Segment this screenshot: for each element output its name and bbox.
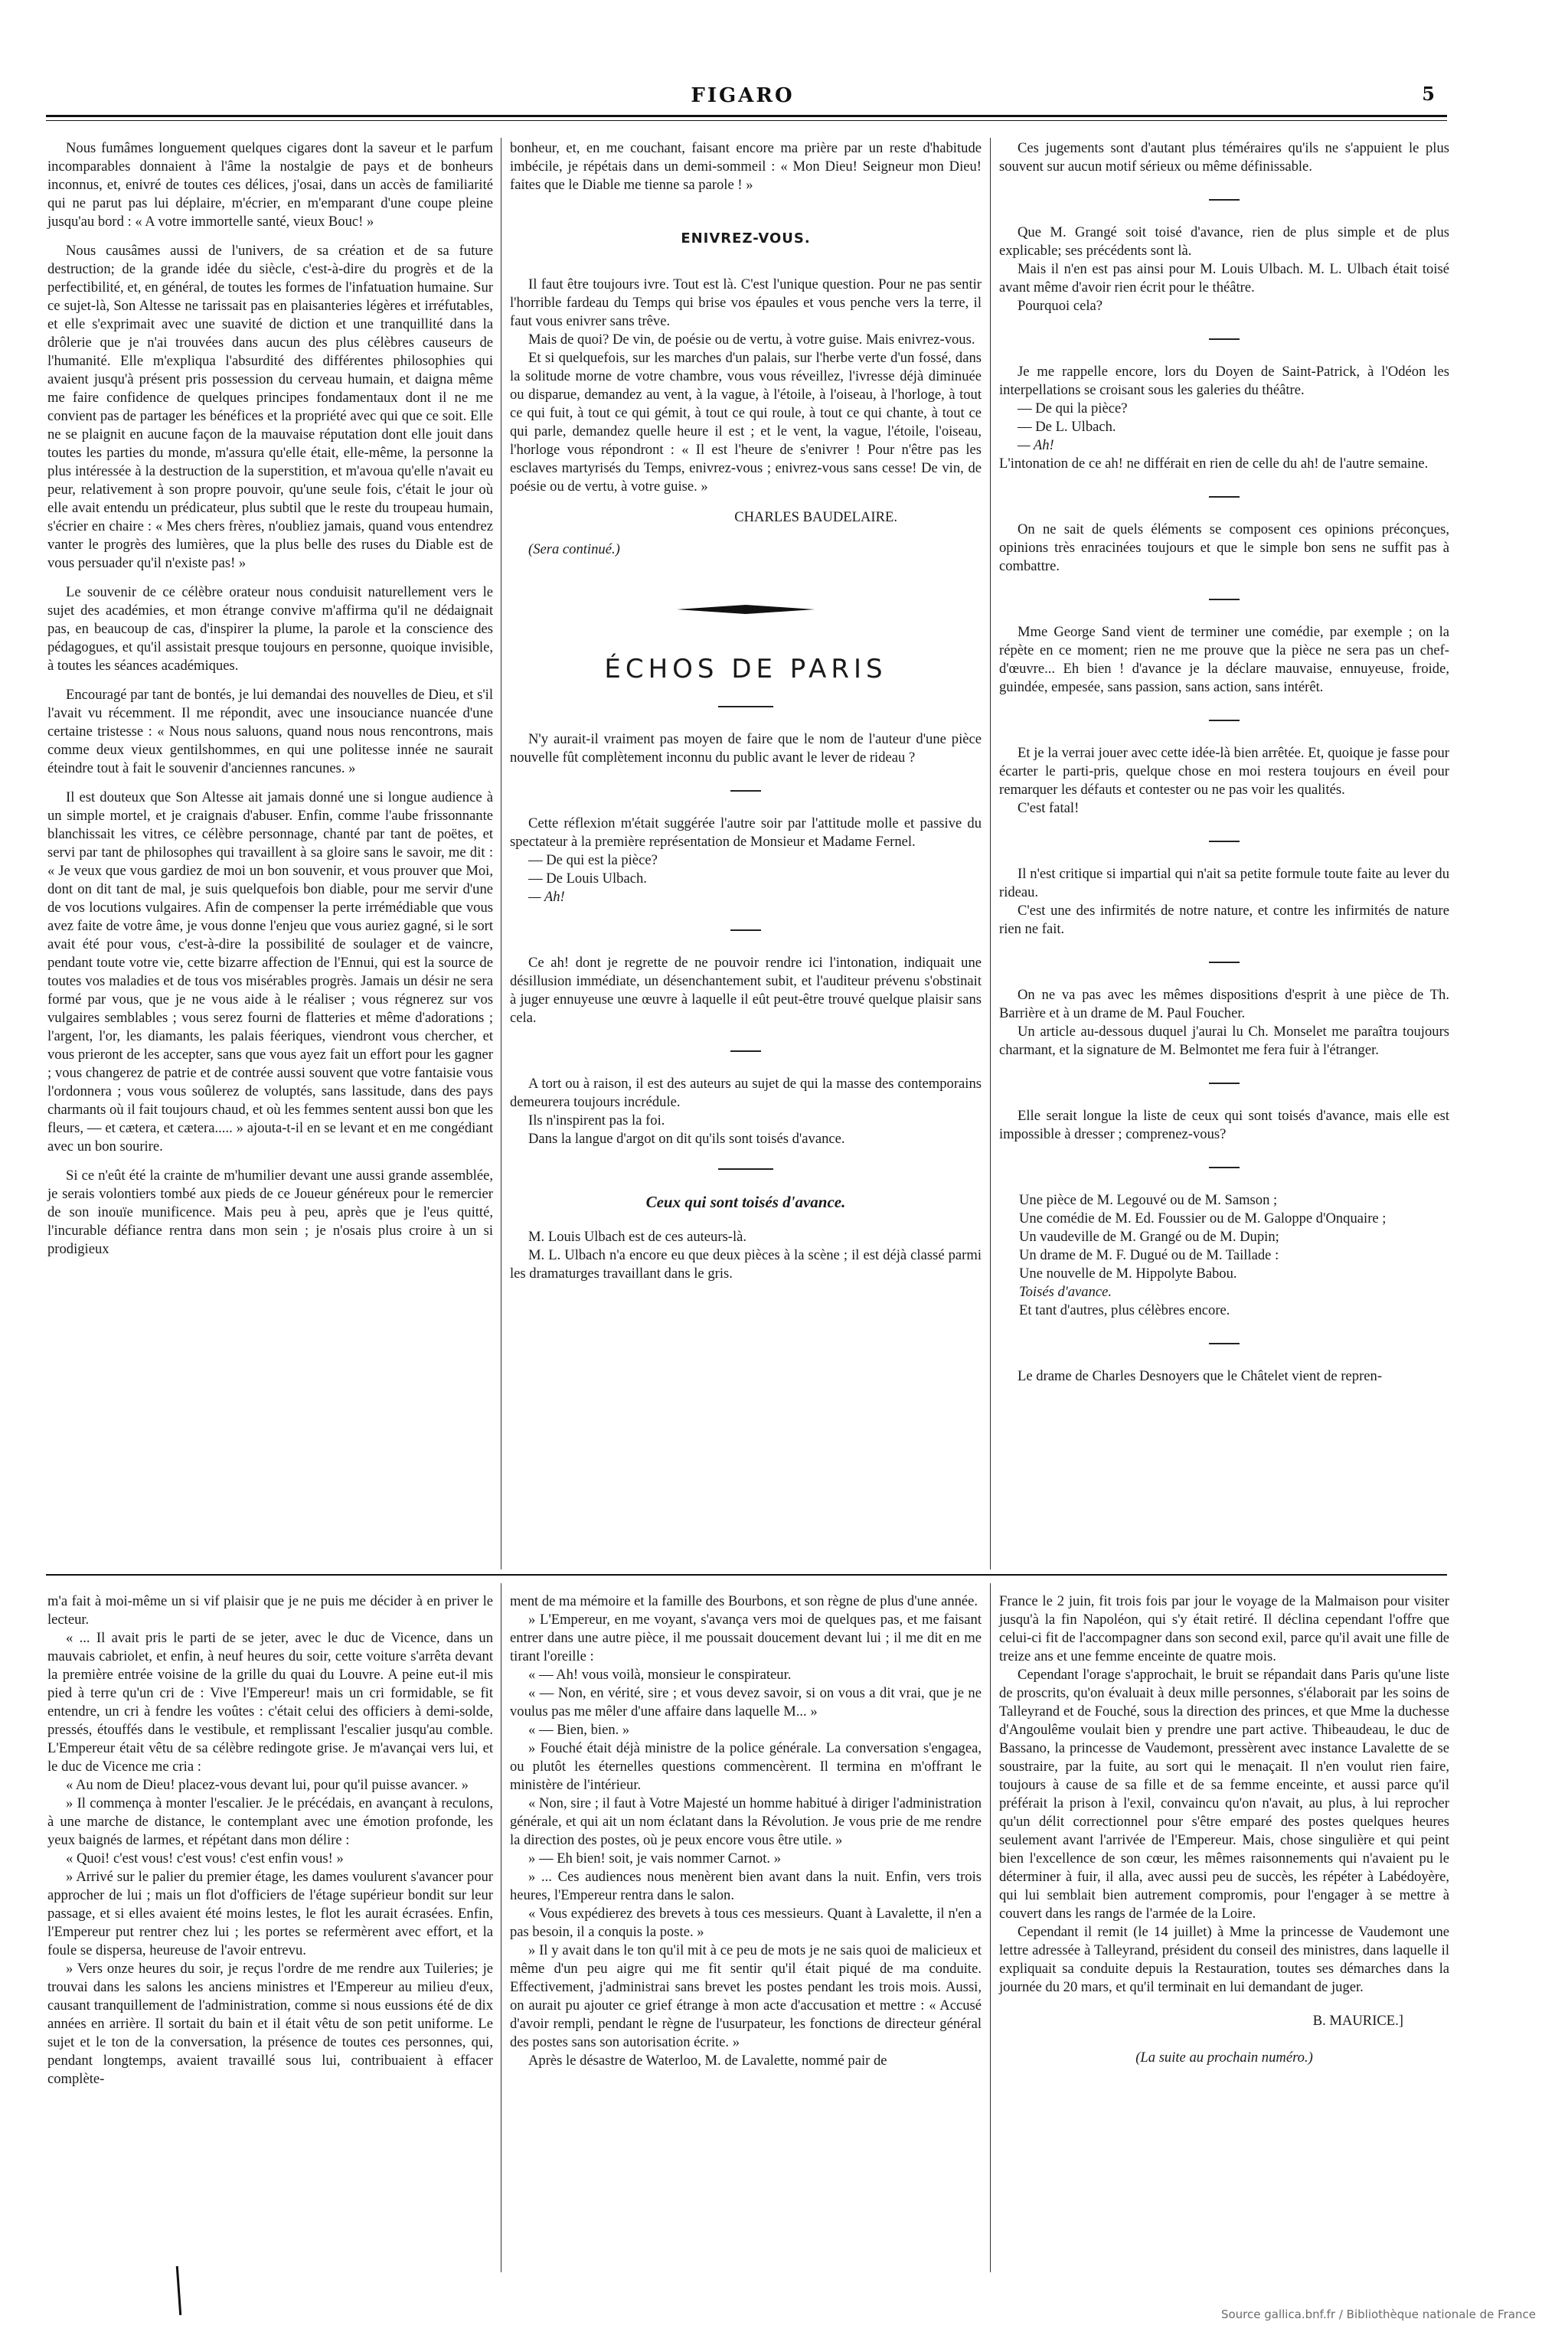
separator-dash xyxy=(1209,1343,1240,1344)
dialog-line: — De qui la pièce? xyxy=(1018,400,1128,416)
list-item: Une comédie de M. Ed. Foussier ou de M. Galoppe d'Onquaire ; xyxy=(1019,1210,1387,1226)
paragraph: Un article au-dessous duquel j'aurai lu Ch. Monselet me paraîtra toujours charmant, et la signature de M. Belmontet me fera fuir à l'étranger. xyxy=(999,1024,1449,1058)
separator-dash xyxy=(1209,599,1240,600)
paragraph: Il faut être toujours ivre. Tout est là. C'est l'unique question. Pour ne pas sentir l'horrible fardeau du Temps qui brise vos épaules et vous penche vers la terre, il faut vous enivrer sans trêve. xyxy=(510,276,982,329)
paragraph: Le souvenir de ce célèbre orateur nous conduisit naturellement vers le sujet des académies, et mon étrange convive m'affirma qu'il ne dédaignait pas, en beaucoup de cas, d'inspirer la plume, la parole et la conscience des pédagogues, et qu'il assistait presque toujours en personne, quoique invisible, à toutes les séances académiques. xyxy=(47,584,493,674)
paragraph: M. Louis Ulbach est de ces auteurs-là. xyxy=(528,1229,747,1245)
column-divider xyxy=(990,1583,991,2272)
paragraph: Cette réflexion m'était suggérée l'autre soir par l'attitude molle et passive du spectateur à la première représentation de Monsieur et Madame Fernel. xyxy=(510,815,982,850)
paragraph: Ces jugements sont d'autant plus téméraires qu'ils ne s'appuient le plus souvent sur aucun motif sérieux ou même définissable. xyxy=(999,140,1449,175)
paragraph: Après le désastre de Waterloo, M. de Lavalette, nommé pair de xyxy=(528,2053,887,2069)
separator-dash xyxy=(1209,496,1240,498)
separator-dash xyxy=(1209,1167,1240,1168)
paragraph: Mme George Sand vient de terminer une comédie, par exemple ; on la répète en ce moment; rien ne me prouve que la pièce ne sera pas un chef-d'œuvre... Eh bien ! d'avance je la déclare mauvaise, ennuyeuse, froide, guindée, empesée, sans passion, sans action, sans intérêt. xyxy=(999,624,1449,695)
paragraph: Ce ah! dont je regrette de ne pouvoir rendre ici l'intonation, indiquait une désillusion immédiate, un désenchantement subit, et l'auditeur prévenu s'obstinait à juger ennuyeuse une œuvre à laquelle il eût peut-être trouvé quelque plaisir sans cela. xyxy=(510,955,982,1026)
separator-dash xyxy=(730,790,761,792)
paragraph: » — Eh bien! soit, je vais nommer Carnot. » xyxy=(528,1850,781,1867)
masthead xyxy=(46,81,1439,112)
paragraph: Si ce n'eût été la crainte de m'humilier devant une aussi grande assemblée, je serais volontiers tombé aux pieds de ce Joueur généreux pour le remercier de son inouïe munificence. Mais peu à peu, après que je l'eus quitté, l'incurable défiance rentra dans mon sein ; je n'osais plus croire à un si prodigieux xyxy=(47,1168,493,1257)
paragraph: Et si quelquefois, sur les marches d'un palais, sur l'herbe verte d'un fossé, dans la solitude morne de votre chambre, vous vous réveillez, l'ivresse déjà diminuée ou disparue, demandez au vent, à la vague, à l'étoile, à l'oiseau, à l'horloge, à tout ce qui fuit, à tout ce qui gémit, à tout ce qui roule, à tout ce qui chante, à tout ce qui parle, demandez quelle heure il est ; et le vent, la vague, l'étoile, l'oiseau, l'horloge vous répondront : « Il est l'heure de s'enivrer ! Pour n'être pas les esclaves martyrisés du Temps, enivrez-vous ; enivrez-vous sans cesse! De vin, de poésie ou de vertu, à votre guise. » xyxy=(510,350,982,495)
column-2 xyxy=(510,139,982,1283)
author-signature: CHARLES BAUDELAIRE. xyxy=(734,509,897,525)
paragraph: m'a fait à moi-même un si vif plaisir que je ne puis me décider à en priver le lecteur. xyxy=(47,1593,493,1628)
list-item: Une pièce de M. Legouvé ou de M. Samson ; xyxy=(1019,1192,1278,1208)
paragraph: Encouragé par tant de bontés, je lui demandai des nouvelles de Dieu, et s'il l'avait vu récemment. Il me répondit, avec une insouciance nuancée d'une certaine tristesse : « Nous nous saluons, quand nous nous rencontrons, mais comme deux vieux gentilshommes, en qui une politesse innée ne saurait éteindre tout à fait le souvenir d'anciennes rancunes. » xyxy=(47,687,493,776)
paragraph: Dans la langue d'argot on dit qu'ils sont toisés d'avance. xyxy=(528,1131,845,1147)
dialog-line: — Ah! xyxy=(1018,437,1054,453)
paragraph: Pourquoi cela? xyxy=(1018,298,1103,314)
separator-dash xyxy=(730,1050,761,1052)
paragraph: » Il y avait dans le ton qu'il mit à ce peu de mots je ne sais quoi de malicieux et même d'un peu aigre qui me fit sentir qu'il était piqué de ma conduite. Effectivement, j'administrai sans brevet les postes pendant les trois mois. Aussi, on aurait pu ajouter ce grief étrange à mon acte d'accusation et mettre : « Accusé d'avoir rempli, pendant le règne de l'usurpateur, les fonctions de directeur général des postes sans son autorisation écrite. » xyxy=(510,1942,982,2050)
list-item: Une nouvelle de M. Hippolyte Babou. xyxy=(1019,1266,1237,1282)
dialog-line: — De qui est la pièce? xyxy=(528,852,658,868)
list-item: Et tant d'autres, plus célèbres encore. xyxy=(1019,1302,1230,1318)
paragraph: Que M. Grangé soit toisé d'avance, rien de plus simple et de plus explicable; ses précédents sont là. xyxy=(999,224,1449,259)
paragraph: « — Ah! vous voilà, monsieur le conspirateur. xyxy=(528,1667,792,1683)
paragraph: « Non, sire ; il faut à Votre Majesté un homme habitué à diriger l'administration générale, et qui ait un nom éclatant dans la Révolution. Je vous prie de me rendre la direction des postes, où je peux encore vous être utile. » xyxy=(510,1795,982,1848)
paragraph: Mais de quoi? De vin, de poésie ou de vertu, à votre guise. Mais enivrez-vous. xyxy=(528,332,975,348)
subsection-title: Ceux qui sont toisés d'avance. xyxy=(645,1193,846,1211)
paragraph: Elle serait longue la liste de ceux qui sont toisés d'avance, mais elle est impossible à dresser ; comprenez-vous? xyxy=(999,1108,1449,1142)
column-3 xyxy=(999,139,1449,1386)
paragraph: « ... Il avait pris le parti de se jeter, avec le duc de Vicence, dans un mauvais cabriolet, et enfin, à neuf heures du soir, cette voiture s'arrêta devant la première entrée voisine de la grille du quai du Louvre. A peine eut-il mis pied à terre qu'un cri de : Vive l'Empereur! mais un cri formidable, se fit entendre, un cri à fendre les voûtes : c'était celui des officiers à demi-solde, pressés, étouffés dans le vestibule, et remplissant l'escalier jusqu'au comble. L'Empereur était vêtu de sa célèbre redingote grise. Je m'avançai vers lui, et le duc de Vicence me cria : xyxy=(47,1630,493,1775)
column-divider xyxy=(990,138,991,1569)
paragraph: » Il commença à monter l'escalier. Je le précédais, en avançant à reculons, à une marche de distance, le contemplant avec une émotion profonde, les yeux baignés de larmes, et répétant dans mon délire : xyxy=(47,1795,493,1848)
paragraph: Je me rappelle encore, lors du Doyen de Saint-Patrick, à l'Odéon les interpellations se croisant sous les galeries du théâtre. xyxy=(999,364,1449,398)
feuilleton-rule xyxy=(46,1574,1447,1576)
dialog-line: — De L. Ulbach. xyxy=(1018,419,1116,435)
paragraph: « — Bien, bien. » xyxy=(528,1722,630,1738)
paragraph: Ils n'inspirent pas la foi. xyxy=(528,1112,665,1128)
masthead-rule xyxy=(46,115,1447,119)
author-signature: B. MAURICE.] xyxy=(1312,2013,1403,2029)
to-be-continued-note: (Sera continué.) xyxy=(528,541,620,557)
separator-dash xyxy=(718,1168,773,1170)
section-title-enivrez: ENIVREZ-VOUS. xyxy=(681,230,811,247)
source-credit: Source gallica.bnf.fr / Bibliothèque nationale de France xyxy=(1220,2308,1536,2321)
paragraph: bonheur, et, en me couchant, faisant encore ma prière par un reste d'habitude imbécile, je répétais dans un demi-sommeil : « Mon Dieu! Seigneur mon Dieu! faites que le Diable me tienne sa parole ! » xyxy=(510,140,982,193)
paragraph: Et je la verrai jouer avec cette idée-là bien arrêtée. Et, quoique je fasse pour écarter le parti-pris, quelque chose en moi restera toujours en éveil pour remarquer les défauts et contester ou ne pas voir les qualités. xyxy=(999,745,1449,798)
paragraph: » ... Ces audiences nous menèrent bien avant dans la nuit. Enfin, vers trois heures, l'Empereur rentra dans le salon. xyxy=(510,1869,982,1903)
paragraph: Cependant il remit (le 14 juillet) à Mme la princesse de Vaudemont une lettre adressée à Talleyrand, président du conseil des ministres, dans laquelle il expliquait sa conduite depuis la Restauration, toutes ses démarches dans la journée du 20 mars, et qu'il terminait en lui demandant de juger. xyxy=(999,1924,1449,1995)
separator-dash xyxy=(1209,841,1240,842)
paragraph: On ne sait de quels éléments se composent ces opinions préconçues, opinions très enracinées toujours et que le simple bon sens ne suffit pas à combattre. xyxy=(999,521,1449,574)
dialog-line: — Ah! xyxy=(528,889,565,905)
echos-de-paris-title: ÉCHOS DE PARIS xyxy=(604,654,887,684)
paragraph: « — Non, en vérité, sire ; et vous devez savoir, si on vous a dit vrai, que je ne voulus pas me mêler d'une affaire dans laquelle M... » xyxy=(510,1685,982,1720)
to-be-continued-note: (La suite au prochain numéro.) xyxy=(1135,2049,1313,2066)
separator-dash xyxy=(1209,962,1240,963)
paragraph: » Arrivé sur le palier du premier étage, les dames voulurent s'avancer pour approcher de lui ; mais un flot d'officiers de l'étage supérieur bondit sur leur passage, et si elles avaient été moins lestes, le flot les aurait écrasées. Enfin, l'Empereur put rentrer chez lui ; les portes se refermèrent avec effort, et la foule se dispersa, heureuse de l'avoir entrevu. xyxy=(47,1869,493,1958)
paragraph: Il est douteux que Son Altesse ait jamais donné une si longue audience à un simple mortel, et je craignais d'abuser. Enfin, comme l'aube frissonnante blanchissait les vitres, ce célèbre personnage, chanté par tant de poëtes, et servi par tant de philosophes qui travaillent à sa gloire sans le savoir, me dit : « Je veux que vous gardiez de moi un bon souvenir, et vous prouver que Moi, dont on dit tant de mal, je suis quelquefois bon diable, pour me servir d'une de vos locutions vulgaires. Afin de compenser la perte irrémédiable que vous avez faite de votre âme, je vous donne l'enjeu que vous auriez gagné, si le sort avait été pour vous, c'est-à-dire la possibilité de soulager et de vaincre, pendant toute votre vie, cette bizarre affection de l'Ennui, qui est la source de toutes vos maladies et de tous vos misérables progrès. Jamais un désir ne sera formé par vous, que je ne vous aide à le réaliser ; vous régnerez sur vos vulgaires semblables ; vous serez fourni de flatteries et même d'adorations ; l'argent, l'or, les diamants, les palais féeriques, viendront vous chercher, et vous prieront de les accepter, sans que vous ayez fait un effort pour les gagner ; vous changerez de patrie et de contrée aussi souvent que votre fantaisie vous l'ordonnera ; vous vous soûlerez de voluptés, sans lassitude, dans des pays charmants où il fait toujours chaud, et où les femmes sentent aussi bon que les fleurs, — et cætera, et cætera..... » ajouta-t-il en se levant et en me congédiant avec un bon sourire. xyxy=(47,789,493,1155)
paragraph: ment de ma mémoire et la famille des Bourbons, et son règne de plus d'une année. xyxy=(510,1593,978,1609)
list-item: Un drame de M. F. Dugué ou de M. Taillade : xyxy=(1019,1247,1279,1263)
paragraph: France le 2 juin, fit trois fois par jour le voyage de la Malmaison pour visiter jusqu'à la fin Napoléon, qui s'y était retiré. Il déclina cependant l'offre que celui-ci fit de l'accompagner dans son second exil, parce qu'il avait une fille de treize ans et une femme enceinte de quatre mois. xyxy=(999,1593,1449,1664)
paragraph: On ne va pas avec les mêmes dispositions d'esprit à une pièce de Th. Barrière et à un drame de M. Paul Foucher. xyxy=(999,987,1449,1021)
paragraph: Nous fumâmes longuement quelques cigares dont la saveur et le parfum incomparables donnaient à l'âme la nostalgie de pays et de bonheurs inconnus, et, enivré de toutes ces délices, j'osai, dans un accès de familiarité qui ne parut pas lui déplaire, m'écrier, en m'emparant d'une coupe pleine jusqu'au bord : « A votre immortelle santé, vieux Bouc! » xyxy=(47,140,493,230)
ink-mark xyxy=(176,2266,181,2315)
column-6 xyxy=(999,1592,1449,2067)
list-item: Toisés d'avance. xyxy=(1019,1284,1112,1300)
paragraph: C'est une des infirmités de notre nature, et contre les infirmités de nature rien ne fait. xyxy=(999,903,1449,937)
separator-dash xyxy=(1209,1083,1240,1084)
column-4 xyxy=(47,1592,493,2089)
column-1 xyxy=(47,139,493,1259)
paragraph: M. L. Ulbach n'a encore eu que deux pièces à la scène ; il est déjà classé parmi les dramaturges travaillant dans le gris. xyxy=(510,1247,982,1282)
ornamental-rule xyxy=(677,605,815,614)
separator-dash xyxy=(1209,720,1240,721)
paragraph: « Vous expédierez des brevets à tous ces messieurs. Quant à Lavalette, il n'en a pas besoin, il a conquis la poste. » xyxy=(510,1906,982,1940)
page-number: 5 xyxy=(1422,83,1435,105)
paragraph: C'est fatal! xyxy=(1018,800,1080,816)
newspaper-title: FIGARO xyxy=(691,84,795,107)
dialog-line: — De Louis Ulbach. xyxy=(528,870,647,887)
separator-dash xyxy=(718,706,773,707)
paragraph: Nous causâmes aussi de l'univers, de sa création et de sa future destruction; de la grande idée du siècle, c'est-à-dire du progrès et de la perfectibilité, et, en général, de toutes les formes de l'infatuation humaine. Sur ce sujet-là, Son Altesse ne tarissait pas en plaisanteries légères et irréfutables, et elle s'exprimait avec une suavité de diction et une tranquillité dans la drôlerie que je n'ai trouvées dans aucun des plus célèbres causeurs de l'humanité. Elle m'expliqua l'absurdité des différentes philosophies qui avaient jusqu'à présent pris possession du cerveau humain, et daigna même me faire confidence de quelques principes fondamentaux dont il ne me convient pas de partager les bénéfices et la propriété avec qui que ce soit. Elle ne se plaignit en aucune façon de la mauvaise réputation dont elle jouit dans toutes les parties du monde, m'assura qu'elle était, elle-même, la personne la plus intéressée à la destruction de la superstition, et m'avoua qu'elle n'avait eu peur, relativement à son propre pouvoir, qu'une seule fois, c'était le jour où elle avait entendu un prédicateur, plus subtil que le reste du troupeau humain, s'écrier en chaire : « Mes chers frères, n'oubliez jamais, quand vous entendrez vanter le progrès des lumières, que la plus belle des ruses du Diable est de vous persuader qu'il n'existe pas! » xyxy=(47,243,493,571)
paragraph: » L'Empereur, en me voyant, s'avança vers moi de quelques pas, et me faisant entrer dans une autre pièce, il me poussait doucement devant lui ; il me dit en me tirant l'oreille : xyxy=(510,1612,982,1664)
list-item: Un vaudeville de M. Grangé ou de M. Dupin; xyxy=(1019,1229,1279,1245)
paragraph: » Fouché était déjà ministre de la police générale. La conversation s'engagea, ou plutôt les éternelles questions commencèrent. Il termina en m'offrant le ministère de l'intérieur. xyxy=(510,1740,982,1793)
paragraph: Cependant l'orage s'approchait, le bruit se répandait dans Paris qu'une liste de proscrits, qu'on évaluait à deux mille personnes, s'élaborait par les soins de Talleyrand et de Fouché, sous la direction des princes, et que Mme la duchesse d'Angoulême voulait bien y prendre une part active. Thibeaudeau, le duc de Bassano, la princesse de Vaudemont, pressèrent avec instance Lavalette de se soustraire, par la fuite, au sort qui le menaçait. Il n'en voulut rien faire, toujours à cause de sa fille et de sa femme enceinte, et aussi parce qu'il préférait la prison à l'exil, convaincu qu'on n'avait, au plus, à lui reprocher qu'un délit correctionnel pour s'être emparé des postes quelques heures seulement avant l'arrivée de l'Empereur. Mais, chose singulière et qui peint bien l'excellence de son cœur, les mêmes raisonnements qui n'avaient pu le déterminer à fuir, il alla, avec aussi peu de succès, les répéter à Labédoyère, qui lui semblait bien autrement compromis, pour l'engager à se mettre à couvert dans les rangs de l'armée de la Loire. xyxy=(999,1667,1449,1922)
paragraph: » Vers onze heures du soir, je reçus l'ordre de me rendre aux Tuileries; je trouvai dans les salons les anciens ministres et l'Empereur au milieu d'eux, causant tranquillement de l'administration, comme si nous eussions été de dix années en arrière. Il sortait du bain et il était vêtu de son petit uniforme. Le sujet et le ton de la conversation, la présence de toutes ces personnes, qui, pendant longtemps, avaient travaillé sous lui, contribuaient à effacer complète- xyxy=(47,1961,493,2087)
separator-dash xyxy=(1209,199,1240,201)
paragraph: L'intonation de ce ah! ne différait en rien de celle du ah! de l'autre semaine. xyxy=(999,456,1429,472)
column-5 xyxy=(510,1592,982,2070)
paragraph: « Au nom de Dieu! placez-vous devant lui, pour qu'il puisse avancer. » xyxy=(66,1777,469,1793)
paragraph: Il n'est critique si impartial qui n'ait sa petite formule toute faite au lever du rideau. xyxy=(999,866,1449,900)
paragraph: Le drame de Charles Desnoyers que le Châtelet vient de repren- xyxy=(1018,1368,1383,1384)
paragraph: N'y aurait-il vraiment pas moyen de faire que le nom de l'auteur d'une pièce nouvelle fût complètement inconnu du public avant le lever de rideau ? xyxy=(510,731,982,766)
paragraph: A tort ou à raison, il est des auteurs au sujet de qui la masse des contemporains demeurera toujours incrédule. xyxy=(510,1076,982,1110)
masthead-rule-thin xyxy=(46,120,1447,121)
paragraph: Mais il n'en est pas ainsi pour M. Louis Ulbach. M. L. Ulbach était toisé avant même d'avoir rien écrit pour le théâtre. xyxy=(999,261,1449,296)
paragraph: « Quoi! c'est vous! c'est vous! c'est enfin vous! » xyxy=(66,1850,344,1867)
separator-dash xyxy=(1209,338,1240,340)
separator-dash xyxy=(730,929,761,931)
